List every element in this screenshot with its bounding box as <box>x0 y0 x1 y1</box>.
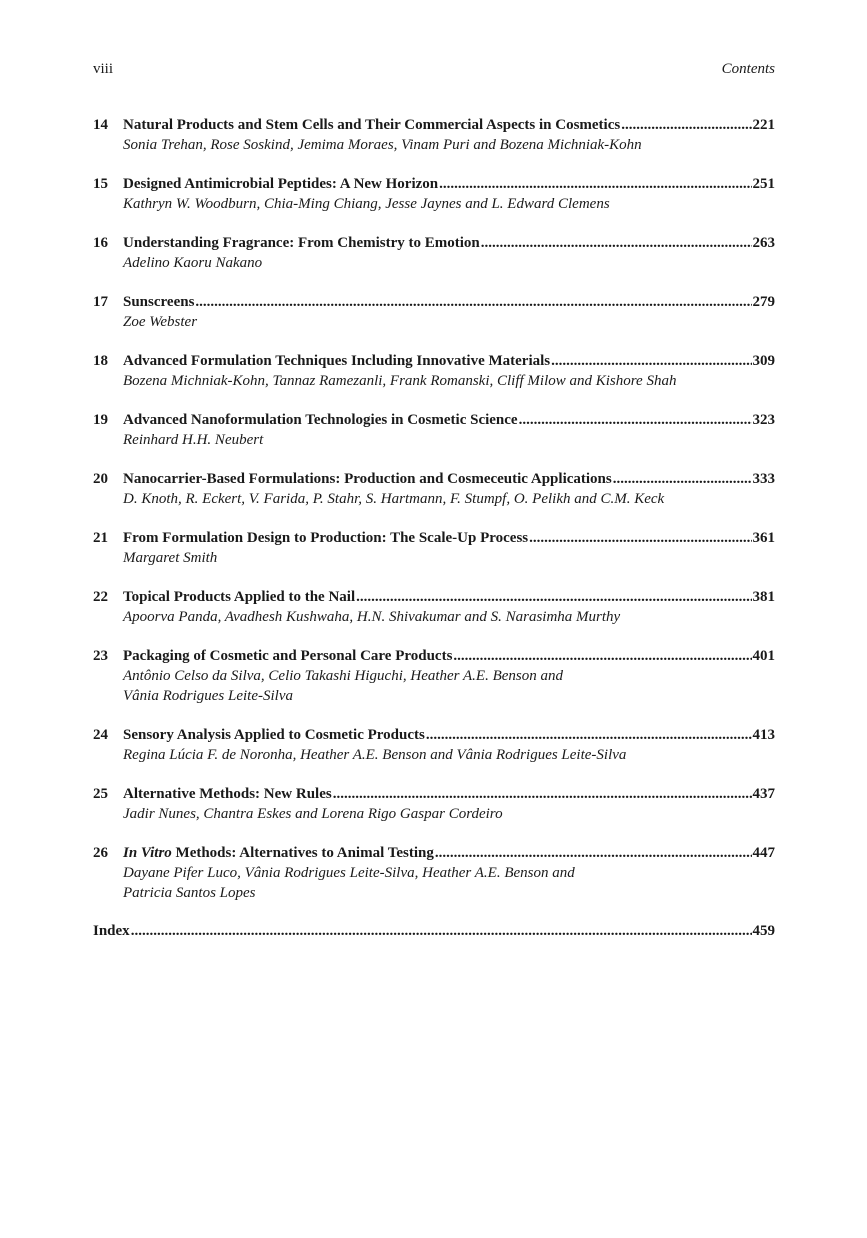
dot-leader <box>613 469 752 489</box>
toc-entry-index[interactable] <box>93 921 775 941</box>
chapter-title-text: Advanced Nanoformulation Technologies in Cosmetic Science <box>123 412 518 428</box>
chapter-authors: Adelino Kaoru Nakano <box>123 255 263 271</box>
chapter-authors: Margaret Smith <box>123 550 218 566</box>
chapter-page-number: 381 <box>752 589 775 605</box>
chapter-heading-line <box>93 115 775 135</box>
chapter-authors: Bozena Michniak-Kohn, Tannaz Ramezanli, Frank Romanski, Cliff Milow and Kishore Shah <box>123 373 677 389</box>
chapter-authors: Vânia Rodrigues Leite-Silva <box>123 688 293 704</box>
dot-leader <box>453 646 751 666</box>
dot-leader <box>426 725 752 745</box>
chapter-page-number: 263 <box>752 235 775 251</box>
chapter-authors: Reinhard H.H. Neubert <box>123 432 264 448</box>
dot-leader <box>439 174 751 194</box>
chapter-title <box>123 528 528 548</box>
chapter-number: 18 <box>93 353 108 369</box>
chapter-title <box>123 174 438 194</box>
chapter-authors: Jadir Nunes, Chantra Eskes and Lorena Rigo Gaspar Cordeiro <box>123 806 503 822</box>
chapter-title-text: Packaging of Cosmetic and Personal Care Products <box>123 648 453 664</box>
chapter-heading-line <box>93 410 775 430</box>
chapter-page-number: 447 <box>752 845 775 861</box>
chapter-number: 26 <box>93 845 108 861</box>
chapter-heading-line <box>93 233 775 253</box>
dot-leader <box>621 115 751 135</box>
chapter-title-text: Sunscreens <box>123 294 195 310</box>
chapter-title-text: Natural Products and Stem Cells and Their Commercial Aspects in Cosmetics <box>123 117 621 133</box>
chapter-heading-line <box>93 725 775 745</box>
toc-entry-chapter-19[interactable] <box>93 410 775 450</box>
toc-entry-chapter-18[interactable] <box>93 351 775 391</box>
toc-entry-chapter-20[interactable] <box>93 469 775 509</box>
chapter-heading-line <box>93 469 775 489</box>
running-head <box>93 61 775 81</box>
chapter-title <box>123 351 550 371</box>
chapter-title-text: Sensory Analysis Applied to Cosmetic Products <box>123 727 425 743</box>
dot-leader <box>551 351 751 371</box>
chapter-heading-line <box>93 646 775 666</box>
chapter-authors: Dayane Pifer Luco, Vânia Rodrigues Leite-Silva, Heather A.E. Benson and <box>123 865 575 881</box>
chapter-page-number: 323 <box>752 412 775 428</box>
chapter-page-number: 251 <box>752 176 775 192</box>
chapter-heading-line <box>93 784 775 804</box>
chapter-page-number: 309 <box>752 353 775 369</box>
toc-entry-chapter-23[interactable] <box>93 646 775 706</box>
chapter-title <box>123 843 434 863</box>
chapter-number: 21 <box>93 530 108 546</box>
chapter-title <box>123 292 194 312</box>
chapter-title <box>123 410 518 430</box>
chapter-title-text: From Formulation Design to Production: The Scale-Up Process <box>123 530 529 546</box>
chapter-number: 19 <box>93 412 108 428</box>
chapter-heading-line <box>93 528 775 548</box>
chapter-title-text: Methods: Alternatives to Animal Testing <box>171 845 434 861</box>
chapter-title-text: Topical Products Applied to the Nail <box>123 589 356 605</box>
chapter-page-number: 221 <box>752 117 775 133</box>
chapter-number: 25 <box>93 786 108 802</box>
chapter-title <box>123 784 332 804</box>
toc-entry-chapter-22[interactable] <box>93 587 775 627</box>
section-label: Contents <box>721 61 775 77</box>
chapter-title <box>123 587 355 607</box>
toc-entry-chapter-26[interactable] <box>93 843 775 903</box>
chapter-authors: D. Knoth, R. Eckert, V. Farida, P. Stahr, S. Hartmann, F. Stumpf, O. Pelikh and C.M. Keck <box>123 491 665 507</box>
chapter-title <box>123 233 480 253</box>
chapter-heading-line <box>93 292 775 312</box>
chapter-number: 22 <box>93 589 108 605</box>
chapter-heading-line <box>93 351 775 371</box>
chapter-authors: Apoorva Panda, Avadhesh Kushwaha, H.N. Shivakumar and S. Narasimha Murthy <box>123 609 621 625</box>
chapter-title-text: Advanced Formulation Techniques Including Innovative Materials <box>123 353 551 369</box>
toc-entry-chapter-21[interactable] <box>93 528 775 568</box>
chapter-number: 14 <box>93 117 108 133</box>
chapter-number: 15 <box>93 176 108 192</box>
toc-entry-chapter-16[interactable] <box>93 233 775 273</box>
chapter-heading-line <box>93 587 775 607</box>
dot-leader <box>481 233 752 253</box>
index-label: Index <box>93 923 130 939</box>
chapter-authors: Antônio Celso da Silva, Celio Takashi Higuchi, Heather A.E. Benson and <box>123 668 563 684</box>
toc-entry-chapter-24[interactable] <box>93 725 775 765</box>
chapter-number: 24 <box>93 727 108 743</box>
chapter-page-number: 361 <box>752 530 775 546</box>
chapter-number: 23 <box>93 648 108 664</box>
chapter-number: 17 <box>93 294 108 310</box>
chapter-heading-line <box>93 843 775 863</box>
page-number-label: viii <box>93 61 114 77</box>
toc-entry-chapter-15[interactable] <box>93 174 775 214</box>
chapter-title-italic: In Vitro <box>123 845 172 861</box>
dot-leader <box>333 784 752 804</box>
chapter-number: 16 <box>93 235 108 251</box>
dot-leader <box>435 843 752 863</box>
table-of-contents <box>93 115 775 941</box>
toc-entry-chapter-25[interactable] <box>93 784 775 824</box>
chapter-heading-line <box>93 174 775 194</box>
chapter-authors: Kathryn W. Woodburn, Chia-Ming Chiang, Jesse Jaynes and L. Edward Clemens <box>123 196 610 212</box>
dot-leader <box>519 410 752 430</box>
dot-leader <box>529 528 751 548</box>
toc-entry-chapter-17[interactable] <box>93 292 775 332</box>
dot-leader <box>195 292 751 312</box>
index-page-number: 459 <box>752 923 775 939</box>
chapter-title <box>123 646 452 666</box>
chapter-page-number: 333 <box>752 471 775 487</box>
chapter-title <box>123 115 620 135</box>
chapter-title-text: Alternative Methods: New Rules <box>123 786 332 802</box>
chapter-title-text: Nanocarrier-Based Formulations: Production and Cosmeceutic Applications <box>123 471 612 487</box>
dot-leader <box>131 921 752 941</box>
chapter-title-text: Understanding Fragrance: From Chemistry to Emotion <box>123 235 480 251</box>
chapter-title <box>123 725 425 745</box>
chapter-authors: Regina Lúcia F. de Noronha, Heather A.E. Benson and Vânia Rodrigues Leite-Silva <box>123 747 627 763</box>
chapter-page-number: 279 <box>752 294 775 310</box>
chapter-title-text: Designed Antimicrobial Peptides: A New Horizon <box>123 176 439 192</box>
chapter-authors: Sonia Trehan, Rose Soskind, Jemima Moraes, Vinam Puri and Bozena Michniak-Kohn <box>123 137 642 153</box>
toc-entry-chapter-14[interactable] <box>93 115 775 155</box>
chapter-title <box>123 469 612 489</box>
chapter-authors: Patricia Santos Lopes <box>123 885 256 901</box>
chapter-page-number: 437 <box>752 786 775 802</box>
chapter-authors: Zoe Webster <box>123 314 198 330</box>
chapter-page-number: 401 <box>752 648 775 664</box>
dot-leader <box>356 587 751 607</box>
chapter-number: 20 <box>93 471 108 487</box>
chapter-page-number: 413 <box>752 727 775 743</box>
